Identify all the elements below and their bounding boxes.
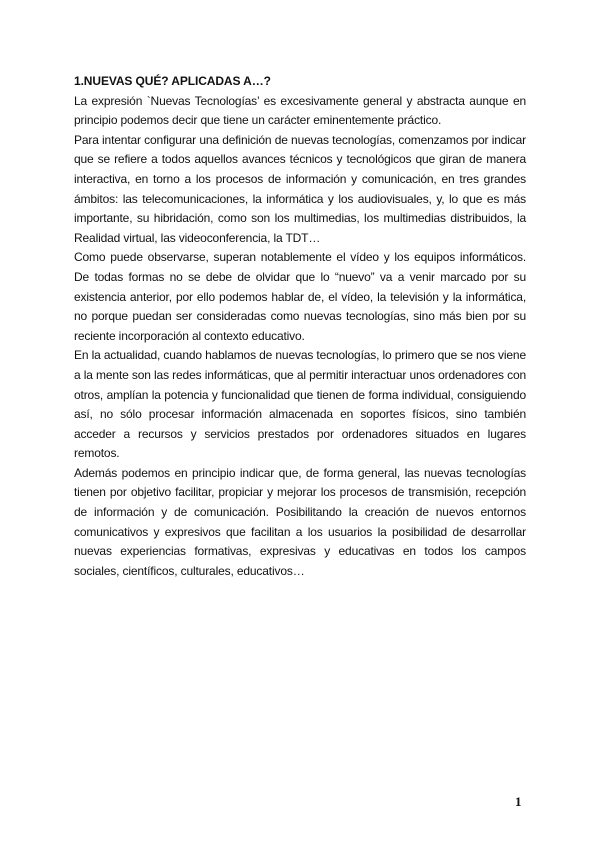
paragraph-5: Además podemos en principio indicar que, de forma general, las nuevas tecnologías tienen por objetivo facilitar, propiciar y mejorar los procesos de transmisión, recepción de información y de comunicación. Posibilitando la creación de nuevos entornos comunicativos y expresivos que facilitan a los usuarios la posibilidad de desarrollar nuevas experiencias formativas, expresivas y educativas en todos los campos sociales, científicos, culturales, educativos… xyxy=(74,465,526,578)
page-number: 1 xyxy=(515,794,522,809)
paragraph-4: En la actualidad, cuando hablamos de nuevas tecnologías, lo primero que se nos viene a la mente son las redes informáticas, que al permitir interactuar unos ordenadores con otros, amplían la potencia y funcionalidad que tienen de forma individual, consiguiendo así, no sólo procesar información almacenada en soportes físicos, sino también acceder a recursos y servicios prestados por ordenadores situados en lugares remotos. xyxy=(74,348,526,461)
section-heading: 1.NUEVAS QUÉ? APLICADAS A…? xyxy=(74,74,271,88)
paragraph-3: Como puede observarse, superan notablemente el vídeo y los equipos informáticos. De todas formas no se debe de olvidar que lo “nuevo” va a venir marcado por su existencia anterior, por ello podemos hablar de, el vídeo, la televisión y la informática, no porque puedan ser consideradas como nuevas tecnologías, sino más bien por su reciente incorporación al contexto educativo. xyxy=(74,250,526,343)
paragraph-1: La expresión `Nuevas Tecnologías’ es excesivamente general y abstracta aunque en principio podemos decir que tiene un carácter eminentemente práctico. xyxy=(74,93,526,128)
document-body xyxy=(74,72,526,581)
paragraph-2: Para intentar configurar una definición de nuevas tecnologías, comenzamos por indicar que se refiere a todos aquellos avances técnicos y tecnológicos que giran de manera interactiva, en torno a los procesos de información y comunicación, en tres grandes ámbitos: las telecomunicaciones, la informática y los audiovisuales, y, lo que es más importante, su hibridación, como son los multimedias, los multimedias distribuidos, la Realidad virtual, las videoconferencia, la TDT… xyxy=(74,132,526,245)
